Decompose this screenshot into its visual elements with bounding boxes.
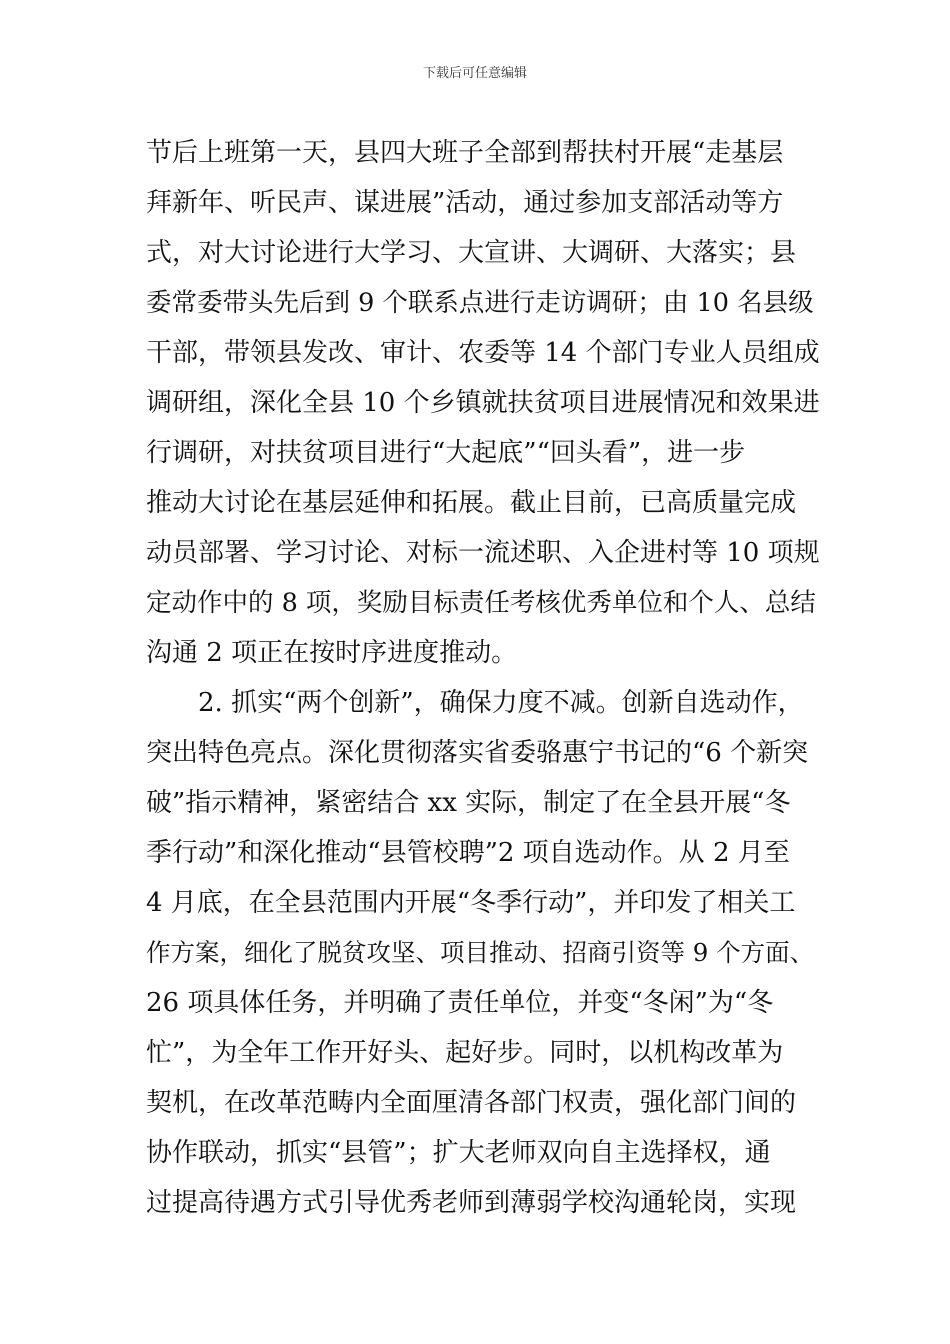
text-line: 调研组，深化全县 10 个乡镇就扶贫项目进展情况和效果进 (146, 388, 820, 418)
text-line: 忙”，为全年工作开好头、起好步。同时，以机构改革为 (146, 1038, 784, 1068)
document-body (146, 128, 826, 1228)
text-line: 拜新年、听民声、谋进展”活动，通过参加支部活动等方 (146, 188, 784, 218)
text-line: 26 项具体任务，并明确了责任单位，并变“冬闲”为“冬 (146, 988, 774, 1018)
text-line: 协作联动，抓实“县管”；扩大老师双向自主选择权，通 (146, 1138, 771, 1168)
text-line: 委常委带头先后到 9 个联系点进行走访调研；由 10 名县级 (146, 288, 814, 318)
text-line: 行调研，对扶贫项目进行“大起底”“回头看”，进一步 (146, 438, 746, 468)
text-line: 式，对大讨论进行大学习、大宣讲、大调研、大落实；县 (146, 238, 797, 268)
text-line: 定动作中的 8 项，奖励目标责任考核优秀单位和个人、总结 (146, 588, 816, 618)
text-line: 4 月底，在全县范围内开展“冬季行动”，并印发了相关工 (146, 888, 796, 918)
text-line: 节后上班第一天，县四大班子全部到帮扶村开展“走基层 (146, 138, 784, 168)
text-line: 作方案，细化了脱贫攻坚、项目推动、招商引资等 9 个方面、 (146, 938, 815, 967)
text-line: 干部，带领县发改、审计、农委等 14 个部门专业人员组成 (146, 338, 820, 368)
page-header: 下载后可任意编辑 (422, 66, 527, 81)
text-line: 破”指示精神，紧密结合 xx 实际，制定了在全县开展“冬 (146, 788, 791, 818)
text-line: 季行动”和深化推动“县管校聘”2 项自选动作。从 2 月至 (146, 838, 790, 868)
text-line: 突出特色亮点。深化贯彻落实省委骆惠宁书记的“6 个新突 (146, 738, 809, 768)
text-line: 过提高待遇方式引导优秀老师到薄弱学校沟通轮岗，实现 (146, 1188, 797, 1218)
paragraph-heading-line: 2. 抓实“两个创新”，确保力度不减。创新自选动作， (198, 688, 804, 718)
text-line: 动员部署、学习讨论、对标一流述职、入企进村等 10 项规 (146, 538, 820, 568)
text-line: 沟通 2 项正在按时序进度推动。 (146, 638, 518, 668)
text-line: 推动大讨论在基层延伸和拓展。截止目前，已高质量完成 (146, 488, 797, 518)
text-line: 契机，在改革范畴内全面厘清各部门权责，强化部门间的 (146, 1088, 797, 1118)
